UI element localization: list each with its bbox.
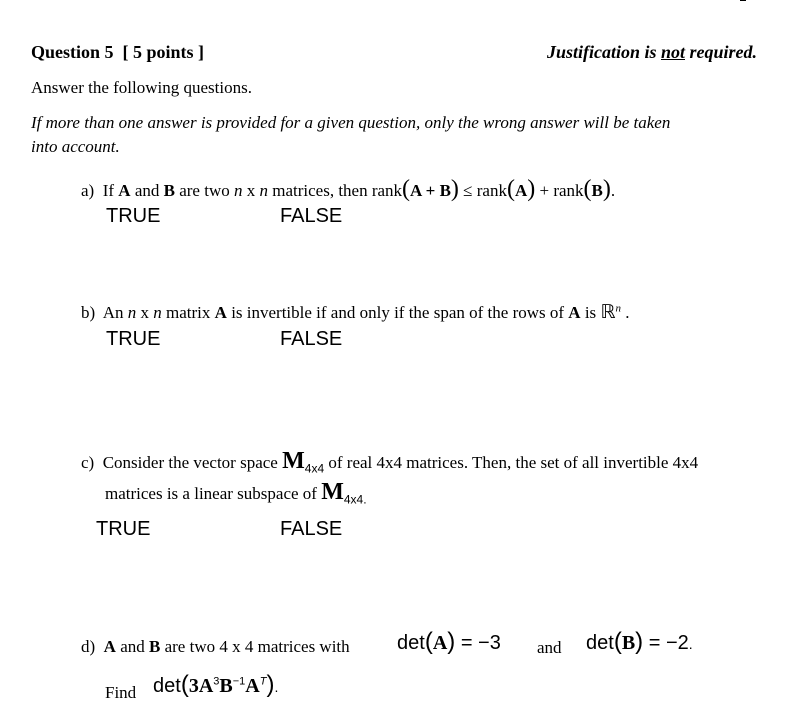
page-corner-mark	[740, 0, 746, 1]
question-a: a) If A and B are two n x n matrices, then rank(A + B) ≤ rank(A) + rank(B).	[81, 176, 616, 202]
justification-note: Justification is not required.	[546, 42, 757, 62]
find-label: Find	[105, 683, 137, 702]
question-title: Question 5 [ 5 points ]	[31, 42, 205, 62]
question-c-line-2: matrices is a linear subspace of $M_{4x4.}$	[105, 479, 367, 507]
option-true-c[interactable]: TRUE	[96, 518, 151, 540]
option-true-b[interactable]: TRUE	[106, 328, 161, 350]
option-false-c[interactable]: FALSE	[280, 518, 343, 540]
warning-line-1: If more than one answer is provided for a given question, only the wrong answer will be taken	[31, 113, 671, 132]
question-c-line-1: c) Consider the vector space $M_{4x4}$ of real 4x4 matrices. Then, the set of all invertible 4x4	[81, 448, 699, 476]
and-word: and	[537, 638, 562, 657]
option-false-b[interactable]: FALSE	[280, 328, 343, 350]
instructions: Answer the following questions.	[31, 78, 252, 97]
question-b: b) An n x n matrix A is invertible if and only if the span of the rows of A is ℝ$^n$ .	[81, 302, 630, 323]
det-b-equation: det(B) = −2.	[586, 628, 693, 655]
question-d-line-1: d) A and B are two 4 x 4 matrices with	[81, 637, 350, 656]
find-expression: $\det(3A^3B^{-1}A^T)$.	[153, 671, 279, 698]
warning-line-2: into account.	[31, 137, 120, 156]
det-a-equation: det(A) = −3	[397, 628, 501, 655]
option-true-a[interactable]: TRUE	[106, 205, 161, 227]
option-false-a[interactable]: FALSE	[280, 205, 343, 227]
